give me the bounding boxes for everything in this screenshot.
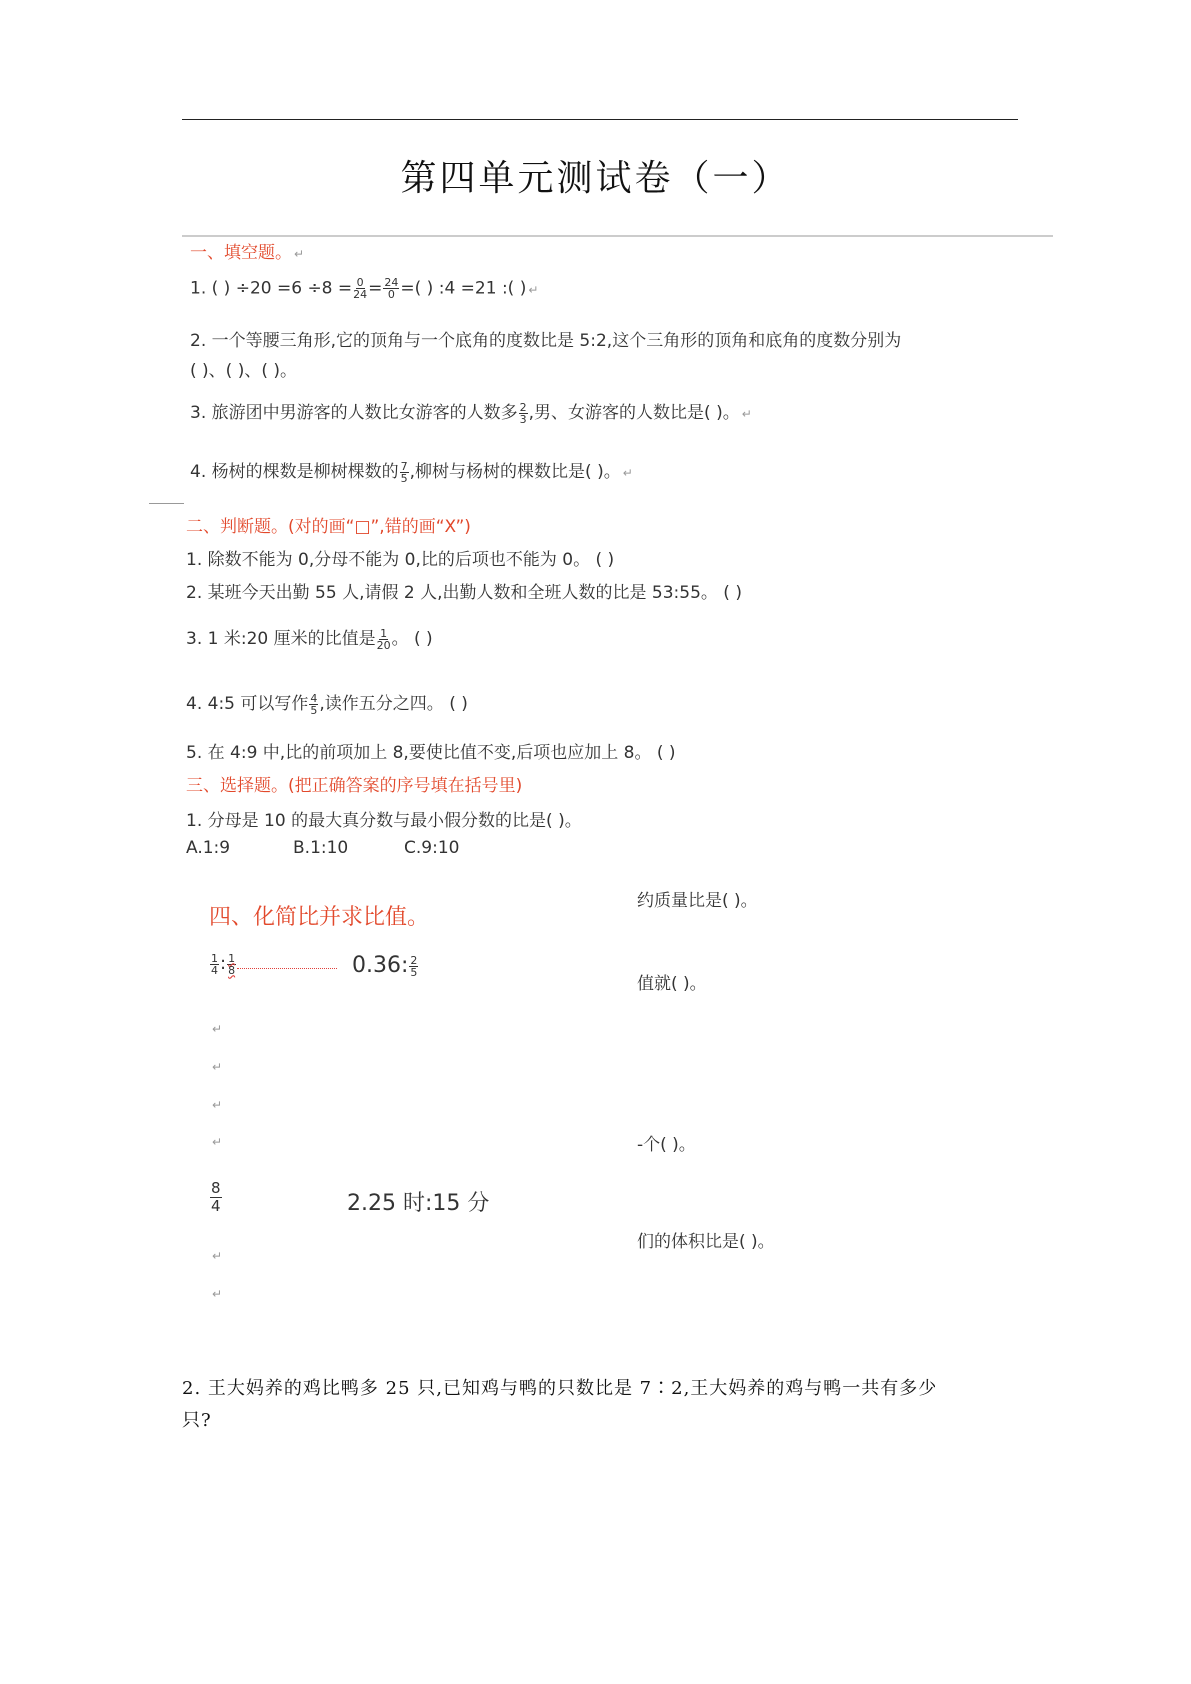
q-text: = [368, 278, 383, 299]
fraction [409, 955, 418, 978]
expr-2 [352, 953, 419, 978]
numerator: 24 [384, 276, 399, 289]
q-text: ,男、女游客的人数比是( )。 [528, 403, 740, 423]
problem-2-line-2: 只? [182, 1410, 212, 1431]
s1-question-1: 1. ( ) ÷20 =6 ÷8 = $\frac{0}{24}$ = $\frac{24}{0}$ =( ) :4 =21 :( ) ↵ [190, 276, 539, 301]
expr-4: 2.25 时:15 分 [347, 1191, 490, 1216]
q-text: 1. ( ) ÷20 =6 ÷8 = [190, 278, 353, 299]
top-rule [182, 119, 1018, 120]
numerator: 2 [410, 953, 418, 967]
expr-3 [209, 1180, 223, 1215]
s1-question-3: 3. 旅游团中男游客的人数比女游客的人数多 $\frac{2}{3}$ ,男、女游客的人数比是( )。 ↵ [190, 400, 752, 426]
q-text: 4. 4:5 可以写作 [186, 694, 309, 714]
q-text: =( ) :4 =21 :( ) [400, 278, 527, 299]
s3-fragment-3: -个( )。 [637, 1135, 696, 1155]
expr-1: $\frac{1}{4}$ : $\frac{1}{8}$ [209, 948, 337, 976]
fraction [377, 628, 391, 651]
denominator: 5 [400, 471, 408, 485]
heading-text: 一、填空题。 [190, 243, 292, 263]
q-text: 3. 1 米:20 厘米的比值是 [186, 629, 376, 649]
numerator: 7 [400, 459, 408, 473]
s1-question-4: 4. 杨树的棵数是柳树棵数的 $\frac{7}{5}$ ,柳树与杨树的棵数比是( )。 ↵ [190, 459, 633, 485]
section4-heading: 四、化简比并求比值。 [209, 905, 430, 930]
page-title: 第四单元测试卷（一） [400, 158, 791, 199]
q-text: 3. 旅游团中男游客的人数比女游客的人数多 [190, 403, 518, 423]
short-rule [149, 503, 184, 504]
denominator: 4 [211, 963, 218, 977]
denominator: 8 [228, 963, 236, 977]
denominator: 24 [353, 288, 368, 301]
s2-question-3 [186, 624, 433, 651]
q-text: ,读作五分之四。 ( ) [319, 694, 468, 714]
fraction [400, 461, 409, 484]
denominator: 4 [211, 1197, 221, 1215]
section2-heading: 二、判断题。(对的画“□”,错的画“X”) [186, 517, 471, 537]
fraction [383, 277, 399, 300]
denominator: 5 [310, 703, 318, 717]
fraction [309, 693, 318, 716]
numerator: 8 [211, 1179, 221, 1197]
option-c: C.9:10 [404, 838, 460, 858]
return-mark: ↵ [212, 1098, 223, 1112]
s1-question-2-blanks: ( )、( )、( )。 [190, 361, 298, 381]
numerator: 1 [228, 951, 236, 965]
s2-question-1: 1. 除数不能为 0,分母不能为 0,比的后项也不能为 0。 ( ) [186, 550, 615, 570]
fraction [210, 1180, 222, 1215]
denominator: 20 [376, 638, 391, 652]
s3-fragment-2: 值就( )。 [637, 974, 707, 994]
s2-question-5: 5. 在 4:9 中,比的前项加上 8,要使比值不变,后项也应加上 8。 ( ) [186, 743, 676, 763]
section1-heading: 一、填空题。 ↵ [190, 243, 305, 263]
return-mark: ↵ [212, 1249, 223, 1263]
numerator: 2 [519, 400, 527, 414]
numerator: 4 [310, 691, 318, 705]
fraction [519, 402, 528, 425]
s1-question-2: 2. 一个等腰三角形,它的顶角与一个底角的度数比是 5:2,这个三角形的顶角和底角的度数分别为 [190, 331, 902, 351]
fraction [210, 953, 219, 976]
q-text: 。 ( ) [391, 629, 433, 649]
s3-question-1: 1. 分母是 10 的最大真分数与最小假分数的比是( )。 [186, 811, 582, 831]
s3-fragment-4: 们的体积比是( )。 [637, 1232, 775, 1252]
option-a: A.1:9 [186, 838, 231, 858]
q-text: ,柳树与杨树的棵数比是( )。 [409, 462, 621, 482]
fraction [227, 953, 236, 976]
numerator: 0 [356, 276, 364, 289]
denominator: 5 [410, 965, 418, 979]
s2-question-4 [186, 689, 468, 716]
fraction [353, 277, 367, 300]
return-mark: ↵ [212, 1135, 223, 1149]
numerator: 1 [211, 951, 218, 965]
option-b: B.1:10 [293, 838, 349, 858]
s3-fragment-1: 约质量比是( )。 [637, 891, 758, 911]
denominator: 0 [387, 288, 395, 301]
return-mark: ↵ [212, 1060, 223, 1074]
denominator: 3 [519, 412, 527, 426]
divider [182, 235, 1053, 237]
problem-2-line-1: 2. 王大妈养的鸡比鸭多 25 只,已知鸡与鸭的只数比是 7∶2,王大妈养的鸡与鸭一共有多少 [182, 1378, 938, 1399]
q-text: 4. 杨树的棵数是柳树棵数的 [190, 462, 399, 482]
expr-text: 0.36: [352, 953, 409, 978]
return-mark: ↵ [212, 1022, 223, 1036]
section3-heading: 三、选择题。(把正确答案的序号填在括号里) [186, 776, 523, 796]
numerator: 1 [380, 626, 388, 640]
return-mark: ↵ [212, 1287, 223, 1301]
s2-question-2: 2. 某班今天出勤 55 人,请假 2 人,出勤人数和全班人数的比是 53:55。 ( ) [186, 583, 742, 603]
